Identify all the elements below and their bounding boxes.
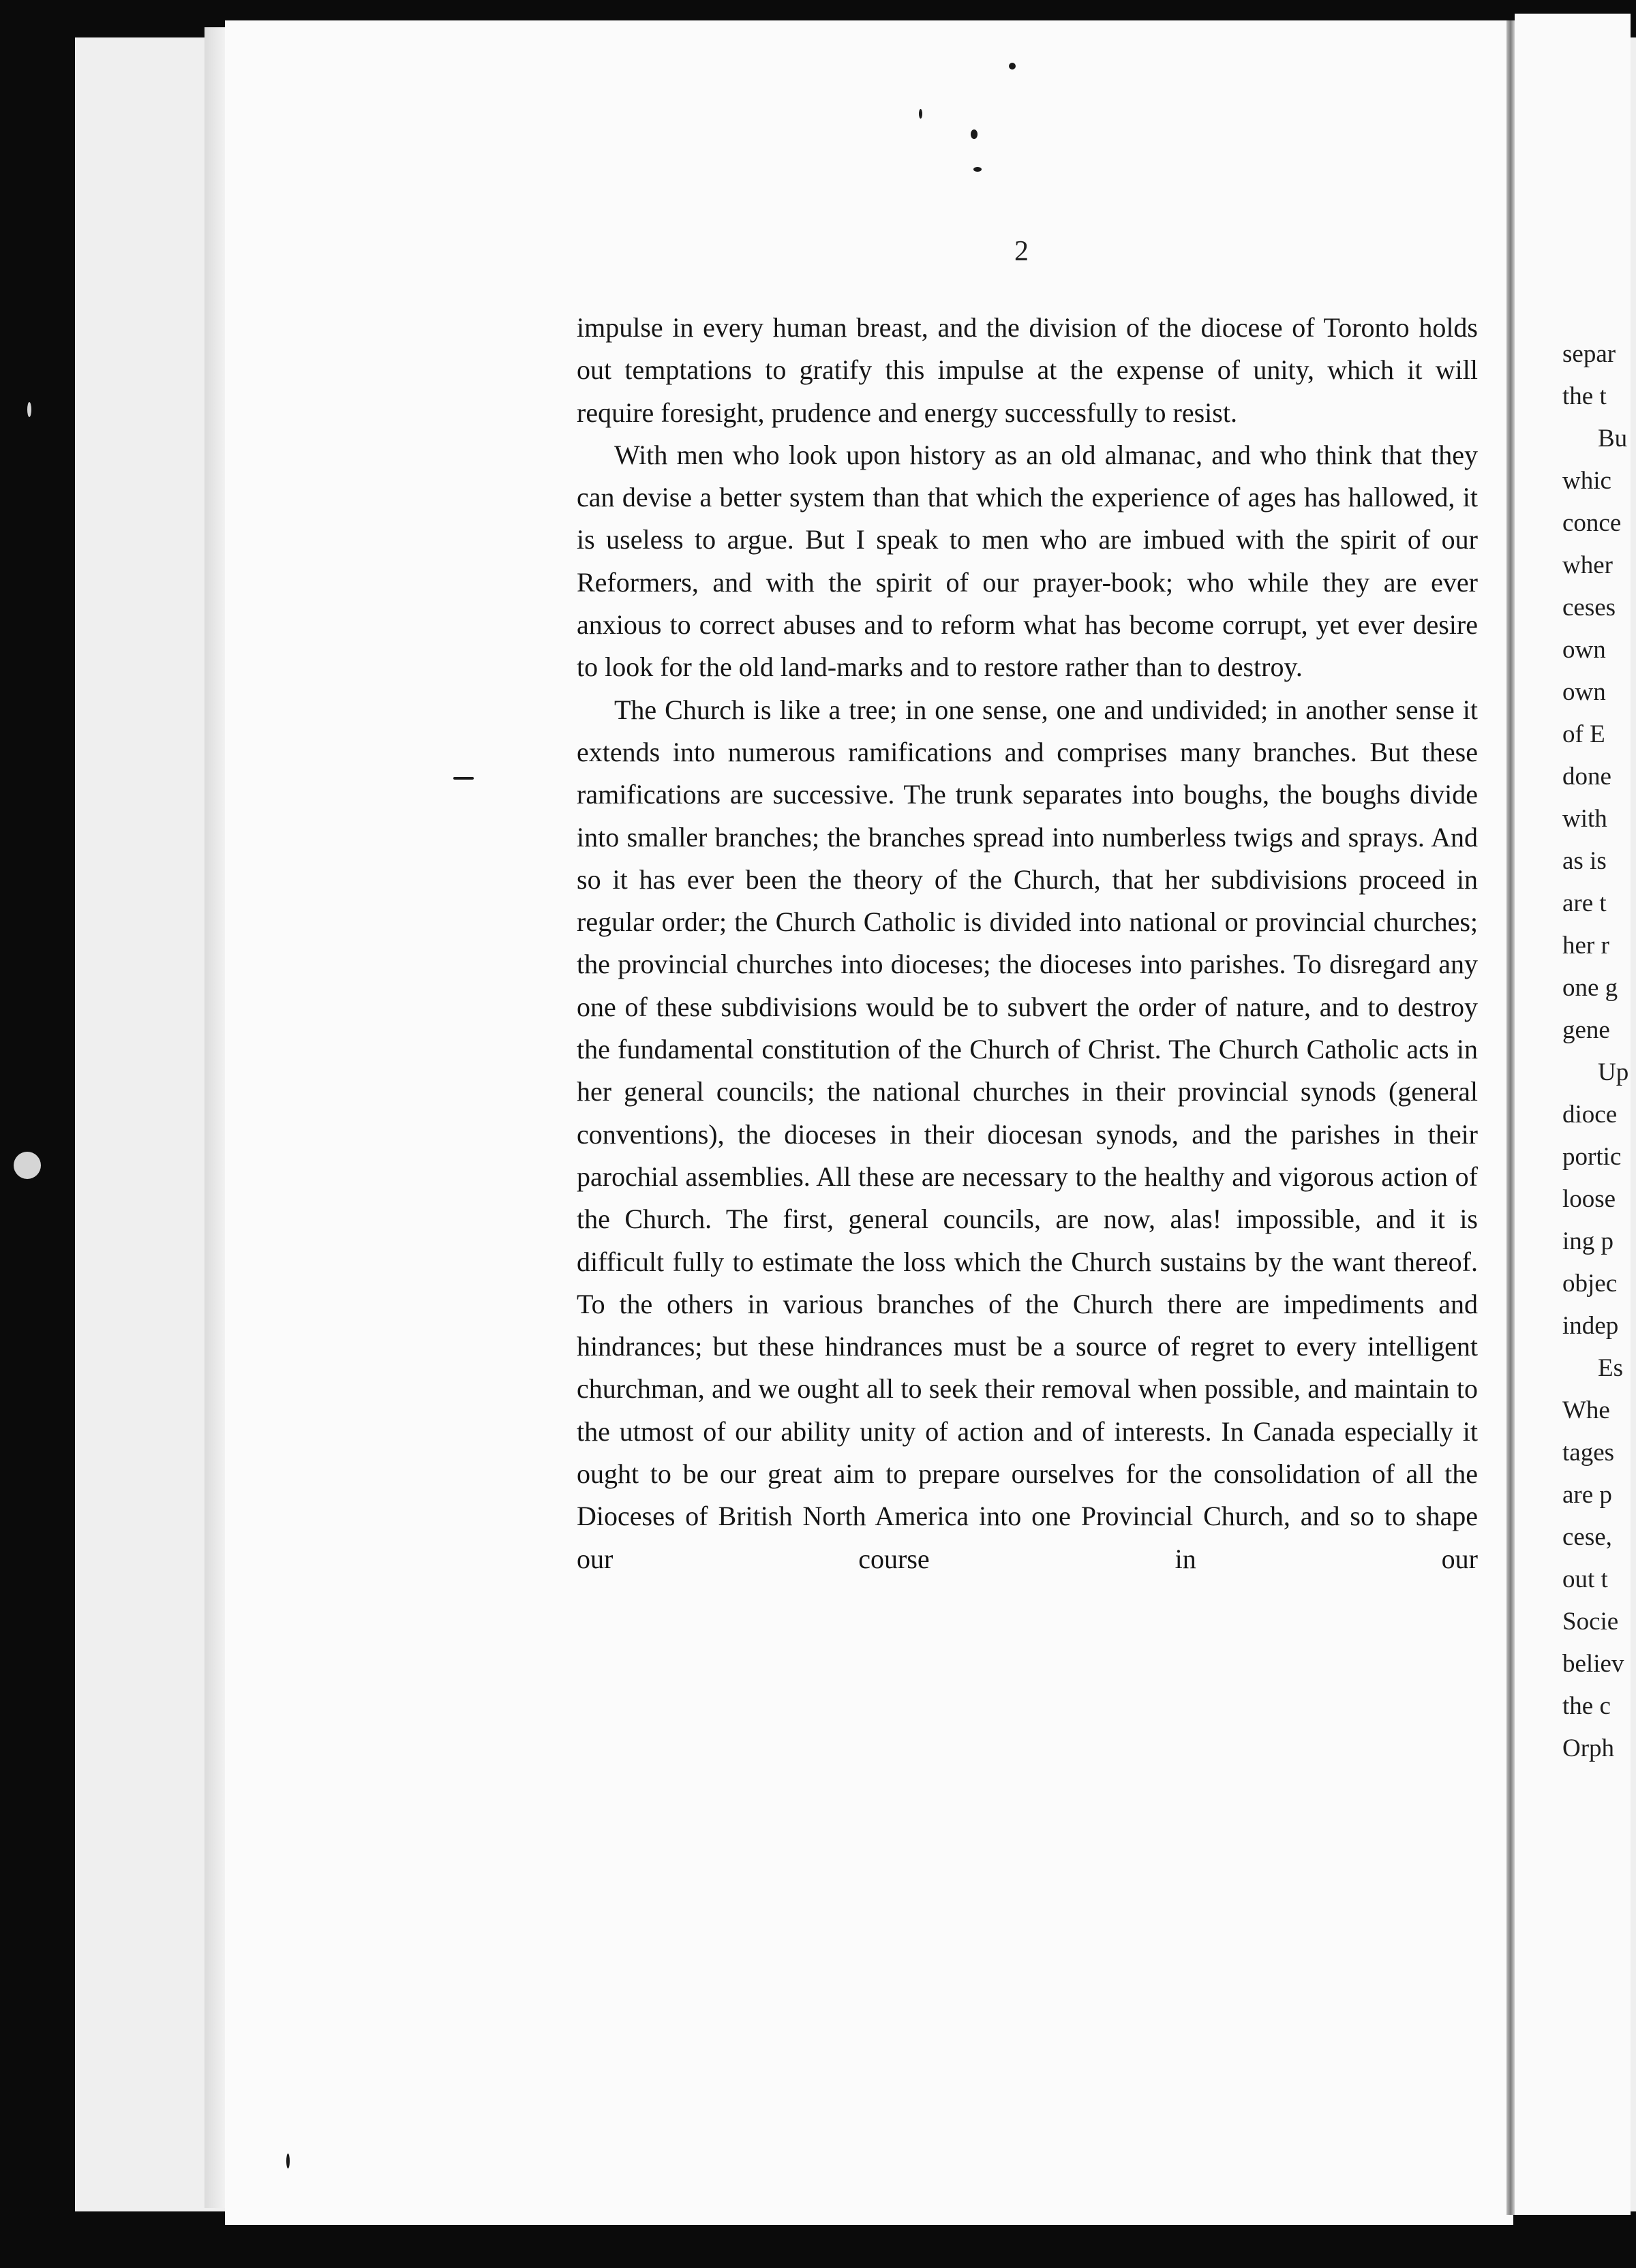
next-page-fragment: Up <box>1598 1058 1629 1086</box>
page-shadow <box>204 27 225 2208</box>
scan-speck <box>1009 63 1016 70</box>
paragraph: The Church is like a tree; in one sense, one and undivided; in another sense it extends into numerous ramifications and comprises many branches. But these ramifications are successive. The trunk separates into boughs, the boughs divide into smaller branches; the branches spread into numberless twigs and sprays. And so it has ever been the theory of the Church, that her subdivisions proceed in regular order; the Church Catholic is divided into national or provincial churches; the provincial churches into dioceses; the dioceses into parishes. To disregard any one of these subdivisions would be to subvert the order of nature, and to destroy the fundamental constitution of the Church of Christ. The Church Catholic acts in her general councils; the national churches in their provincial synods (general conventions), the dioceses in their diocesan synods, and the parishes in their parochial assemblies. All these are necessary to the healthy and vigorous action of the Church. The first, general councils, are now, alas! impossible, and it is difficult fully to estimate the loss which the Church sustains by the want thereof. To the others in various branches of the Church there are impediments and hindrances; but these hindrances must be a source of regret to every intelligent churchman, and we ought all to seek their removal when possible, and maintain to the utmost of our ability unity of action and of interests. In Canada especially it ought to be our great aim to prepare ourselves for the consolidation of all the Dioceses of British North America into one Provincial Church, and so to shape our course in our <box>577 694 1478 1574</box>
next-page-fragment: portic <box>1562 1143 1622 1171</box>
next-page-fragment: Whe <box>1562 1396 1610 1424</box>
next-page-fragment: Orph <box>1562 1734 1615 1762</box>
next-page-fragment: ceses <box>1562 594 1616 622</box>
next-page-fragment: conce <box>1562 509 1622 537</box>
next-page-fragment: own <box>1562 678 1606 706</box>
next-page-fragment: believ <box>1562 1650 1624 1678</box>
next-page-fragment: tages <box>1562 1439 1615 1467</box>
next-page-edge <box>1515 14 1631 2215</box>
next-page-fragment: of E <box>1562 720 1605 748</box>
next-page-fragment: ing p <box>1562 1227 1614 1255</box>
page-fold <box>1506 20 1515 2215</box>
next-page-fragment: are t <box>1562 889 1607 917</box>
paragraph: impulse in every human breast, and the division of the diocese of Toronto holds out temptations to gratify this impulse at the expense of unity, which it will require foresight, prudence and energy successfully to resist. <box>577 312 1478 428</box>
scan-speck <box>973 167 982 172</box>
next-page-fragment: whic <box>1562 467 1611 495</box>
next-page-fragment: done <box>1562 763 1611 791</box>
scan-speck <box>919 109 922 119</box>
next-page-fragment: one g <box>1562 974 1618 1002</box>
next-page-fragment: gene <box>1562 1016 1610 1044</box>
body-text <box>577 307 1478 1580</box>
paragraph: With men who look upon history as an old almanac, and who think that they can devise a better system than that which the experience of ages has hallowed, it is useless to argue. But I speak to men who are imbued with the spirit of our Reformers, and with the spirit of our prayer-book; who while they are ever anxious to correct abuses and to reform what has become corrupt, yet ever desire to look for the old land-marks and to restore rather than to destroy. <box>577 439 1478 683</box>
next-page-fragment: the c <box>1562 1692 1611 1720</box>
next-page-fragment: indep <box>1562 1312 1619 1340</box>
next-page-fragment: with <box>1562 805 1607 833</box>
next-page-fragment: dioce <box>1562 1101 1618 1129</box>
next-page-fragment: the t <box>1562 382 1607 410</box>
page-number: 2 <box>1014 236 1029 267</box>
scan-speck <box>286 2154 290 2169</box>
next-page-fragment: as is <box>1562 847 1607 875</box>
next-page-fragment: out t <box>1562 1565 1608 1593</box>
next-page-fragment: own <box>1562 636 1606 664</box>
next-page-fragment: Bu <box>1598 425 1628 453</box>
next-page-fragment: separ <box>1562 340 1616 368</box>
scan-speck <box>971 129 978 139</box>
scan-speck <box>453 777 474 780</box>
next-page-fragment: wher <box>1562 551 1613 579</box>
scan-speck <box>14 1152 41 1179</box>
next-page-fragment: cese, <box>1562 1523 1612 1551</box>
next-page-fragment: Es <box>1598 1354 1623 1382</box>
next-page-fragment: her r <box>1562 932 1609 960</box>
next-page-fragment: loose <box>1562 1185 1616 1213</box>
next-page-fragment: Socie <box>1562 1608 1619 1636</box>
next-page-fragment: are p <box>1562 1481 1612 1509</box>
scan-speck <box>27 402 31 417</box>
next-page-fragment: objec <box>1562 1270 1618 1298</box>
